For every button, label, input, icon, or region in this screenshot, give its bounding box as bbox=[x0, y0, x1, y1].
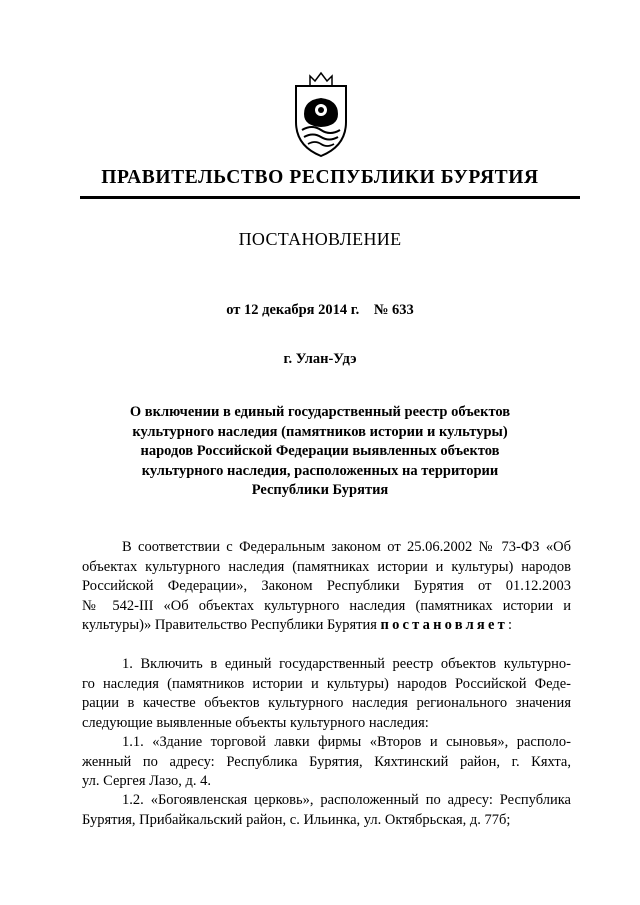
item-1-1-line: женный по адресу: Республика Бурятия, Кяхтинский район, г. Кяхта, bbox=[82, 753, 571, 770]
preamble-line: В соответствии с Федеральным законом от 25.06.2002 № 73-ФЗ «Об bbox=[122, 539, 571, 555]
item-1-2-line: Бурятия, Прибайкальский район, с. Ильинка, ул. Октябрьская, д. 77б; bbox=[82, 811, 511, 828]
preamble-line: № 542-III «Об объектах культурного наследия (памятниках истории и bbox=[82, 597, 571, 614]
preamble-line: Российской Федерации», Законом Республики Бурятия от 01.12.2003 bbox=[82, 578, 571, 595]
item-1-line: рации в качестве объектов культурного наследия регионального значения bbox=[82, 695, 571, 712]
document-type: ПОСТАНОВЛЕНИЕ bbox=[238, 229, 402, 249]
item-1-paragraph bbox=[82, 655, 571, 733]
decree-word: постановляет bbox=[380, 617, 508, 634]
item-1-2-line: 1.2. «Богоявленская церковь», расположенный по адресу: Республика bbox=[122, 792, 571, 808]
item-1-1-line: 1.1. «Здание торговой лавки фирмы «Второв и сыновья», располо- bbox=[122, 734, 571, 750]
item-1-1-line: ул. Сергея Лазо, д. 4. bbox=[82, 773, 212, 790]
subject-line: культурного наследия, расположенных на территории bbox=[141, 462, 499, 479]
header-divider bbox=[80, 196, 580, 199]
subject-line: О включении в единый государственный реестр объектов bbox=[129, 404, 511, 420]
item-1-2-paragraph bbox=[82, 791, 571, 830]
preamble-last-line-text: культуры)» Правительство Республики Бурятия bbox=[82, 617, 381, 634]
preamble-colon: : bbox=[507, 617, 512, 634]
item-1-line: 1. Включить в единый государственный реестр объектов культурно- bbox=[122, 656, 571, 672]
date-and-number bbox=[0, 302, 640, 319]
item-1-line: следующие выявленные объекты культурного наследия: bbox=[82, 714, 429, 731]
coat-of-arms-icon bbox=[290, 70, 352, 160]
document-subject bbox=[110, 403, 530, 501]
subject-line: культурного наследия (памятников истории и культуры) bbox=[132, 423, 508, 440]
document-number: № 633 bbox=[373, 302, 414, 318]
item-1-line: го наследия (памятников истории и культуры) народов Российской Феде- bbox=[82, 675, 571, 692]
government-title: ПРАВИТЕЛЬСТВО РЕСПУБЛИКИ БУРЯТИЯ bbox=[101, 167, 539, 188]
subject-line: народов Российской Федерации выявленных объектов bbox=[140, 443, 500, 459]
preamble-last-line bbox=[82, 616, 571, 636]
document-date: от 12 декабря 2014 г. bbox=[226, 302, 360, 318]
item-1-1-paragraph bbox=[82, 733, 571, 792]
preamble-paragraph bbox=[82, 538, 571, 636]
preamble-line: объектах культурного наследия (памятниках истории и культуры) народов bbox=[82, 558, 571, 575]
subject-line: Республики Бурятия bbox=[251, 482, 389, 498]
document-city: г. Улан-Удэ bbox=[283, 351, 357, 367]
